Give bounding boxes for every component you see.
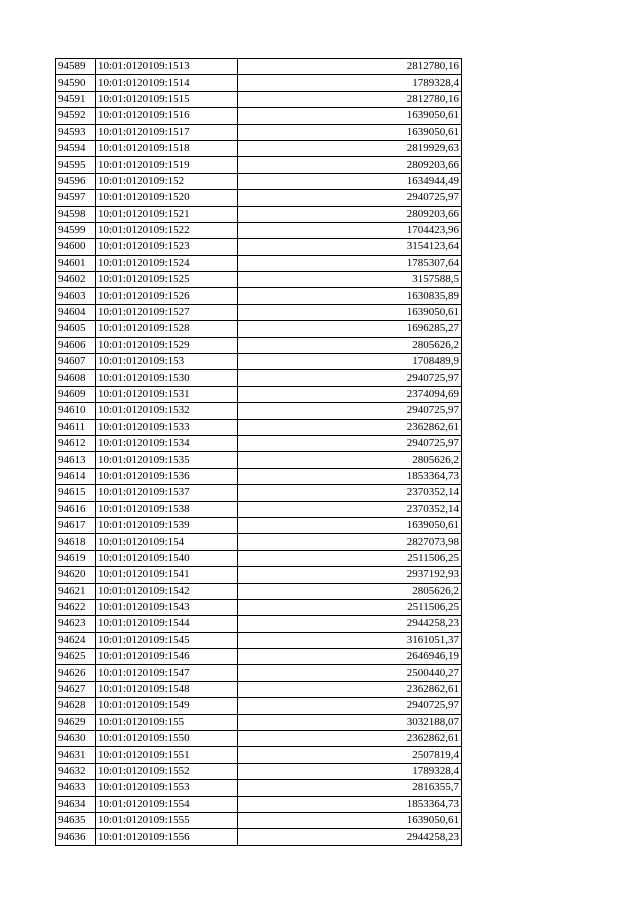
value-cell: 2374094,69 bbox=[238, 386, 462, 402]
value-cell: 2805626,2 bbox=[238, 583, 462, 599]
table-row bbox=[56, 616, 462, 632]
table-row bbox=[56, 206, 462, 222]
value-cell: 2805626,2 bbox=[238, 452, 462, 468]
value-cell: 2827073,98 bbox=[238, 534, 462, 550]
cadastral-number: 10:01:0120109:155 bbox=[96, 714, 238, 730]
row-number: 94593 bbox=[56, 124, 96, 140]
row-number: 94601 bbox=[56, 255, 96, 271]
value-cell: 2646946,19 bbox=[238, 649, 462, 665]
cadastral-number: 10:01:0120109:1517 bbox=[96, 124, 238, 140]
table-row bbox=[56, 780, 462, 796]
cadastral-number: 10:01:0120109:1555 bbox=[96, 812, 238, 828]
value-cell: 2819929,63 bbox=[238, 140, 462, 156]
value-cell: 1634944,49 bbox=[238, 173, 462, 189]
value-cell: 1785307,64 bbox=[238, 255, 462, 271]
table-row bbox=[56, 59, 462, 75]
row-number: 94621 bbox=[56, 583, 96, 599]
table-row bbox=[56, 255, 462, 271]
row-number: 94629 bbox=[56, 714, 96, 730]
value-cell: 1704423,96 bbox=[238, 222, 462, 238]
value-cell: 2500440,27 bbox=[238, 665, 462, 681]
value-cell: 2944258,23 bbox=[238, 829, 462, 845]
value-cell: 1639050,61 bbox=[238, 124, 462, 140]
cadastral-number: 10:01:0120109:152 bbox=[96, 173, 238, 189]
cadastral-number: 10:01:0120109:1527 bbox=[96, 304, 238, 320]
table-row bbox=[56, 452, 462, 468]
row-number: 94615 bbox=[56, 485, 96, 501]
table-row bbox=[56, 108, 462, 124]
value-cell: 2940725,97 bbox=[238, 698, 462, 714]
cadastral-number: 10:01:0120109:1554 bbox=[96, 796, 238, 812]
cadastral-number: 10:01:0120109:1521 bbox=[96, 206, 238, 222]
value-cell: 1639050,61 bbox=[238, 517, 462, 533]
row-number: 94620 bbox=[56, 567, 96, 583]
table-row bbox=[56, 75, 462, 91]
cadastral-number: 10:01:0120109:1552 bbox=[96, 763, 238, 779]
value-cell: 1789328,4 bbox=[238, 763, 462, 779]
row-number: 94612 bbox=[56, 435, 96, 451]
cadastral-number: 10:01:0120109:154 bbox=[96, 534, 238, 550]
value-cell: 1853364,73 bbox=[238, 796, 462, 812]
row-number: 94626 bbox=[56, 665, 96, 681]
table-row bbox=[56, 190, 462, 206]
row-number: 94603 bbox=[56, 288, 96, 304]
row-number: 94602 bbox=[56, 272, 96, 288]
value-cell: 1630835,89 bbox=[238, 288, 462, 304]
cadastral-number: 10:01:0120109:1542 bbox=[96, 583, 238, 599]
cadastral-number: 10:01:0120109:1530 bbox=[96, 370, 238, 386]
table-row bbox=[56, 321, 462, 337]
value-cell: 3154123,64 bbox=[238, 239, 462, 255]
table-row bbox=[56, 468, 462, 484]
value-cell: 1639050,61 bbox=[238, 812, 462, 828]
cadastral-number: 10:01:0120109:1524 bbox=[96, 255, 238, 271]
cadastral-number: 10:01:0120109:1535 bbox=[96, 452, 238, 468]
value-cell: 1696285,27 bbox=[238, 321, 462, 337]
cadastral-number: 10:01:0120109:1548 bbox=[96, 681, 238, 697]
row-number: 94607 bbox=[56, 354, 96, 370]
row-number: 94592 bbox=[56, 108, 96, 124]
row-number: 94596 bbox=[56, 173, 96, 189]
value-cell: 2940725,97 bbox=[238, 435, 462, 451]
table-row bbox=[56, 567, 462, 583]
cadastral-number: 10:01:0120109:1549 bbox=[96, 698, 238, 714]
value-cell: 2940725,97 bbox=[238, 370, 462, 386]
table-row bbox=[56, 501, 462, 517]
table-row bbox=[56, 632, 462, 648]
row-number: 94622 bbox=[56, 599, 96, 615]
value-cell: 2812780,16 bbox=[238, 59, 462, 75]
row-number: 94589 bbox=[56, 59, 96, 75]
table-row bbox=[56, 485, 462, 501]
cadastral-number: 10:01:0120109:1547 bbox=[96, 665, 238, 681]
row-number: 94630 bbox=[56, 731, 96, 747]
cadastral-number: 10:01:0120109:1540 bbox=[96, 550, 238, 566]
value-cell: 3161051,37 bbox=[238, 632, 462, 648]
value-cell: 1789328,4 bbox=[238, 75, 462, 91]
value-cell: 3157588,5 bbox=[238, 272, 462, 288]
cadastral-number: 10:01:0120109:1519 bbox=[96, 157, 238, 173]
table-row bbox=[56, 665, 462, 681]
value-cell: 2805626,2 bbox=[238, 337, 462, 353]
table-row bbox=[56, 763, 462, 779]
table-row bbox=[56, 599, 462, 615]
value-cell: 3032188,07 bbox=[238, 714, 462, 730]
row-number: 94599 bbox=[56, 222, 96, 238]
table-row bbox=[56, 354, 462, 370]
table-row bbox=[56, 222, 462, 238]
cadastral-number: 10:01:0120109:1546 bbox=[96, 649, 238, 665]
cadastral-number: 10:01:0120109:1537 bbox=[96, 485, 238, 501]
table-row bbox=[56, 714, 462, 730]
cadastral-number: 10:01:0120109:1556 bbox=[96, 829, 238, 845]
row-number: 94614 bbox=[56, 468, 96, 484]
cadastral-number: 10:01:0120109:1523 bbox=[96, 239, 238, 255]
table-row bbox=[56, 829, 462, 845]
cadastral-number: 10:01:0120109:1544 bbox=[96, 616, 238, 632]
row-number: 94611 bbox=[56, 419, 96, 435]
row-number: 94636 bbox=[56, 829, 96, 845]
cadastral-number: 10:01:0120109:1536 bbox=[96, 468, 238, 484]
table-row bbox=[56, 747, 462, 763]
cadastral-number: 10:01:0120109:1514 bbox=[96, 75, 238, 91]
table-row bbox=[56, 681, 462, 697]
row-number: 94624 bbox=[56, 632, 96, 648]
table-row bbox=[56, 550, 462, 566]
table-row bbox=[56, 140, 462, 156]
table-row bbox=[56, 796, 462, 812]
cadastral-number: 10:01:0120109:1525 bbox=[96, 272, 238, 288]
cadastral-number: 10:01:0120109:1531 bbox=[96, 386, 238, 402]
value-cell: 2944258,23 bbox=[238, 616, 462, 632]
cadastral-number: 10:01:0120109:1553 bbox=[96, 780, 238, 796]
row-number: 94590 bbox=[56, 75, 96, 91]
value-cell: 2511506,25 bbox=[238, 599, 462, 615]
value-cell: 1639050,61 bbox=[238, 304, 462, 320]
row-number: 94608 bbox=[56, 370, 96, 386]
table-row bbox=[56, 812, 462, 828]
row-number: 94609 bbox=[56, 386, 96, 402]
row-number: 94610 bbox=[56, 403, 96, 419]
cadastral-number: 10:01:0120109:1550 bbox=[96, 731, 238, 747]
cadastral-number: 10:01:0120109:1541 bbox=[96, 567, 238, 583]
cadastral-number: 10:01:0120109:1543 bbox=[96, 599, 238, 615]
row-number: 94595 bbox=[56, 157, 96, 173]
table-row bbox=[56, 419, 462, 435]
value-cell: 2362862,61 bbox=[238, 681, 462, 697]
data-table bbox=[55, 58, 462, 846]
cadastral-number: 10:01:0120109:1528 bbox=[96, 321, 238, 337]
value-cell: 1708489,9 bbox=[238, 354, 462, 370]
cadastral-number: 10:01:0120109:1516 bbox=[96, 108, 238, 124]
row-number: 94605 bbox=[56, 321, 96, 337]
value-cell: 2362862,61 bbox=[238, 731, 462, 747]
cadastral-number: 10:01:0120109:1522 bbox=[96, 222, 238, 238]
row-number: 94618 bbox=[56, 534, 96, 550]
row-number: 94632 bbox=[56, 763, 96, 779]
row-number: 94628 bbox=[56, 698, 96, 714]
table-row bbox=[56, 370, 462, 386]
value-cell: 2937192,93 bbox=[238, 567, 462, 583]
table-row bbox=[56, 337, 462, 353]
value-cell: 2507819,4 bbox=[238, 747, 462, 763]
cadastral-number: 10:01:0120109:1518 bbox=[96, 140, 238, 156]
row-number: 94606 bbox=[56, 337, 96, 353]
table-row bbox=[56, 698, 462, 714]
row-number: 94635 bbox=[56, 812, 96, 828]
table-row bbox=[56, 435, 462, 451]
table-row bbox=[56, 534, 462, 550]
table-row bbox=[56, 583, 462, 599]
cadastral-number: 10:01:0120109:1538 bbox=[96, 501, 238, 517]
value-cell: 2940725,97 bbox=[238, 190, 462, 206]
cadastral-number: 10:01:0120109:1534 bbox=[96, 435, 238, 451]
row-number: 94627 bbox=[56, 681, 96, 697]
value-cell: 2816355,7 bbox=[238, 780, 462, 796]
table-body bbox=[56, 59, 462, 846]
table-row bbox=[56, 173, 462, 189]
table-row bbox=[56, 517, 462, 533]
table-row bbox=[56, 304, 462, 320]
row-number: 94591 bbox=[56, 91, 96, 107]
cadastral-number: 10:01:0120109:1513 bbox=[96, 59, 238, 75]
value-cell: 2511506,25 bbox=[238, 550, 462, 566]
table-row bbox=[56, 157, 462, 173]
table-row bbox=[56, 288, 462, 304]
row-number: 94625 bbox=[56, 649, 96, 665]
row-number: 94633 bbox=[56, 780, 96, 796]
row-number: 94598 bbox=[56, 206, 96, 222]
cadastral-number: 10:01:0120109:1532 bbox=[96, 403, 238, 419]
row-number: 94623 bbox=[56, 616, 96, 632]
value-cell: 1639050,61 bbox=[238, 108, 462, 124]
row-number: 94594 bbox=[56, 140, 96, 156]
table-row bbox=[56, 239, 462, 255]
row-number: 94631 bbox=[56, 747, 96, 763]
cadastral-number: 10:01:0120109:1515 bbox=[96, 91, 238, 107]
cadastral-number: 10:01:0120109:1529 bbox=[96, 337, 238, 353]
cadastral-number: 10:01:0120109:1520 bbox=[96, 190, 238, 206]
row-number: 94617 bbox=[56, 517, 96, 533]
row-number: 94613 bbox=[56, 452, 96, 468]
value-cell: 1853364,73 bbox=[238, 468, 462, 484]
table-row bbox=[56, 91, 462, 107]
cadastral-number: 10:01:0120109:1539 bbox=[96, 517, 238, 533]
value-cell: 2809203,66 bbox=[238, 206, 462, 222]
value-cell: 2940725,97 bbox=[238, 403, 462, 419]
cadastral-number: 10:01:0120109:153 bbox=[96, 354, 238, 370]
cadastral-number: 10:01:0120109:1551 bbox=[96, 747, 238, 763]
row-number: 94604 bbox=[56, 304, 96, 320]
cadastral-number: 10:01:0120109:1545 bbox=[96, 632, 238, 648]
value-cell: 2809203,66 bbox=[238, 157, 462, 173]
value-cell: 2812780,16 bbox=[238, 91, 462, 107]
value-cell: 2370352,14 bbox=[238, 501, 462, 517]
table-row bbox=[56, 272, 462, 288]
cadastral-number: 10:01:0120109:1533 bbox=[96, 419, 238, 435]
row-number: 94634 bbox=[56, 796, 96, 812]
row-number: 94616 bbox=[56, 501, 96, 517]
row-number: 94619 bbox=[56, 550, 96, 566]
row-number: 94597 bbox=[56, 190, 96, 206]
table-row bbox=[56, 649, 462, 665]
table-row bbox=[56, 403, 462, 419]
row-number: 94600 bbox=[56, 239, 96, 255]
value-cell: 2362862,61 bbox=[238, 419, 462, 435]
table-row bbox=[56, 124, 462, 140]
value-cell: 2370352,14 bbox=[238, 485, 462, 501]
table-row bbox=[56, 731, 462, 747]
table-row bbox=[56, 386, 462, 402]
cadastral-number: 10:01:0120109:1526 bbox=[96, 288, 238, 304]
